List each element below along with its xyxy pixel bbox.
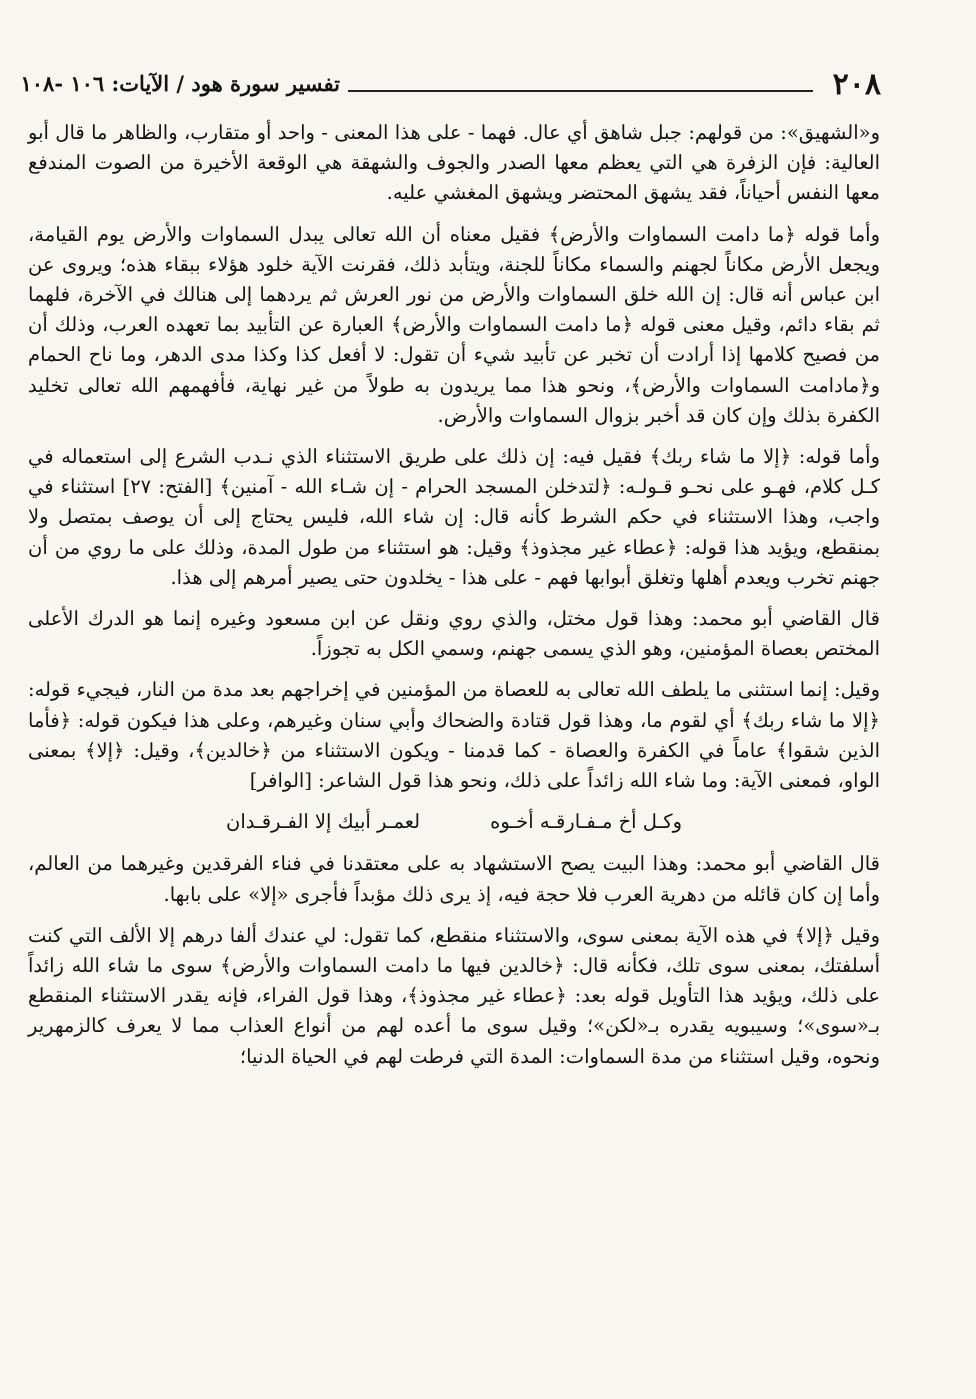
- running-title: تفسير سورة هود / الآيات: ١٠٦ -١٠٨: [20, 71, 340, 96]
- paragraph: قال القاضي أبو محمد: وهذا قول مختل، والذي روي ونقل عن ابن مسعود وغيره إنما هو الدرك الأعلى المختص بعصاة المؤمنين، وهو الذي يسمى جهنم، وسمي الكل به تجوزاً.: [28, 607, 880, 661]
- verse-hemistich-1: وكـل أخ مـفـارقـه أخـوه: [490, 810, 682, 834]
- paragraph: وأما قوله ﴿ما دامت السماوات والأرض﴾ فقيل معناه أن الله تعالى يبدل السماوات والأرض يوم القيامة، ويجعل الأرض مكاناً لجهنم والسماء مكاناً للجنة، ويتأبد ذلك، فقرنت الآية خلود هؤلاء ببقاء هذه؛ ويروى عن ابن عباس أنه قال: إن الله خلق السماوات والأرض من نور العرش ثم يردهما إلى هنالك في الآخرة، فلهما ثم بقاء دائم، وقيل معنى قوله ﴿ما دامت السماوات والأرض﴾ العبارة عن التأبيد بما تعهده العرب، وذلك أن من فصيح كلامها إذا أرادت أن تخبر عن تأبيد شيء أن تقول: لا أفعل كذا وكذا مدى الدهر، وما ناح الحمام و﴿مادامت السماوات والأرض﴾، ونحو هذا مما يريدون به طولاً من غير نهاية، فأفهمهم الله تعالى تخليد الكفرة بذلك وإن كان قد أخبر بزوال السماوات والأرض.: [28, 222, 880, 427]
- paragraph: قال القاضي أبو محمد: وهذا البيت يصح الاستشهاد به على معتقدنا في فناء الفرقدين وغيرهما من العالم، وأما إن كان قائله من دهرية العرب فلا حجة فيه، إذ يرى ذلك مؤبداً فأجرى «إلا» على بابها.: [28, 852, 880, 906]
- verse-hemistich-2: لعمـر أبيك إلا الفـرقـدان: [226, 810, 421, 834]
- poetry-verse: [28, 807, 880, 837]
- paragraph: وأما قوله: ﴿إلا ما شاء ربك﴾ فقيل فيه: إن ذلك على طريق الاستثناء الذي نـدب الشرع إلى استعماله في كـل كلام، فهـو على نحـو قـولـه: ﴿لتدخلن المسجد الحرام - إن شـاء الله - آمنين﴾ [الفتح: ٢٧] استثناء في واجب، وهذا الاستثناء في حكم الشرط كأنه قال: إن شاء الله، فليس يحتاج إلى أن يوصف بمتصل ولا بمنقطع، ويؤيد هذا قوله: ﴿عطاء غير مجذوذ﴾ وقيل: هو استثناء من طول المدة، وذلك على ما روي من أن جهنم تخرب ويعدم أهلها وتغلق أبوابها فهم - على هذا - يخلدون حتى يصير أمرهم إلى هذا.: [28, 445, 881, 589]
- page-body: [28, 118, 880, 1083]
- page-number: ٢٠٨: [832, 67, 881, 102]
- header-rule: [348, 90, 813, 92]
- paragraph: وقيل ﴿إلا﴾ في هذه الآية بمعنى سوى، والاستثناء منقطع، كما تقول: لي عندك ألفا درهم إلا الألف التي كنت أسلفتك، بمعنى سوى تلك، فكأنه قال: ﴿خالدين فيها ما دامت السماوات والأرض﴾ سوى ما شاء الله زائداً على ذلك، ويؤيد هذا التأويل قوله بعد: ﴿عطاء غير مجذوذ﴾، وهذا قول الفراء، فإنه يقدر الاستثناء المنقطع بـ«سوى»؛ وسيبويه يقدره بـ«لكن»؛ وقيل سوى ما أعده لهم من أنواع العذاب مما لا يعرف كالزمهرير ونحوه، وقيل استثناء من مدة السماوات: المدة التي فرطت لهم في الحياة الدنيا؛: [28, 923, 880, 1068]
- page-header: [20, 67, 881, 104]
- paragraph: وقيل: إنما استثنى ما يلطف الله تعالى به للعصاة من المؤمنين في إخراجهم بعد مدة من النار، فيجيء قوله: ﴿إلا ما شاء ربك﴾ أي لقوم ما، وهذا قول قتادة والضحاك وأبي سنان وغيرهم، وعلى هذا فيكون قوله: ﴿فأما الذين شقوا﴾ عاماً في الكفرة والعصاة - كما قدمنا - ويكون الاستثناء من ﴿خالدين﴾، وقيل: ﴿إلا﴾ بمعنى الواو، فمعنى الآية: وما شاء الله زائداً على ذلك، ونحو هذا قول الشاعر: [الوافر]: [28, 678, 880, 793]
- paragraph: و«الشهيق»: من قولهم: جبل شاهق أي عال. فهما - على هذا المعنى - واحد أو متقارب، والظاهر ما قال أبو العالية: فإن الزفرة هي التي يعظم معها الصدر والجوف والشهقة هي الوقعة الأخيرة من الصوت المندفع معها النفس أحياناً، فقد يشهق المحتضر ويشهق المغشي عليه.: [28, 121, 880, 205]
